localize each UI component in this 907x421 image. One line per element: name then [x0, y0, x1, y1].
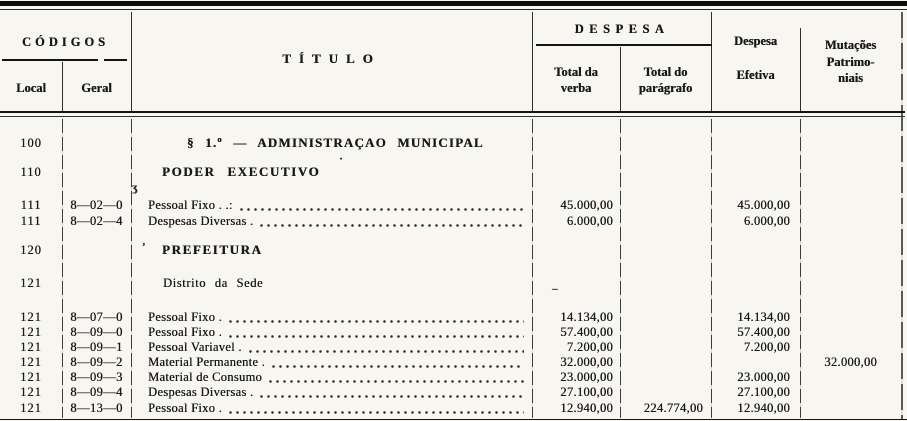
total-verba-line1: Total da	[554, 65, 598, 79]
table-row	[0, 214, 907, 228]
cell-local: 111	[20, 198, 42, 212]
cell-total-paragrafo	[620, 340, 711, 354]
cell-mutacoes	[800, 370, 901, 384]
cell-total-paragrafo	[620, 310, 711, 324]
cell-total-paragrafo	[620, 325, 711, 339]
cell-geral: 8—09—2	[70, 355, 123, 369]
ink-artifact: ·	[339, 153, 343, 165]
cell-geral: 8—02—0	[70, 198, 123, 212]
cell-despesa-efetiva: 23.000,00	[737, 370, 790, 384]
table-row	[0, 276, 907, 290]
cell-titulo	[131, 310, 532, 324]
cell-mutacoes	[800, 214, 901, 228]
cell-total-paragrafo	[620, 214, 711, 228]
cell-titulo	[131, 198, 532, 212]
cell-total-verba: 57.400,00	[560, 325, 613, 339]
cell-mutacoes	[800, 276, 901, 290]
column-header-geral: Geral	[81, 81, 112, 95]
column-header-local: Local	[16, 81, 46, 95]
cell-total-paragrafo	[620, 198, 711, 212]
codigos-underline	[2, 59, 98, 61]
cell-total-paragrafo	[620, 276, 711, 290]
cell-total-verba	[532, 165, 620, 179]
cell-despesa-efetiva: 6.000,00	[743, 214, 790, 228]
dotted-leader	[260, 224, 524, 227]
cell-local: 110	[20, 165, 42, 179]
cell-despesa-efetiva	[711, 136, 800, 150]
cell-local: 121	[20, 325, 42, 339]
dotted-leader	[269, 380, 524, 383]
column-header-mutacoes	[800, 37, 901, 87]
table-row	[0, 243, 907, 257]
cell-titulo	[131, 401, 532, 415]
cell-mutacoes	[800, 401, 901, 415]
cell-total-paragrafo	[620, 165, 711, 179]
cell-despesa-efetiva: 12.940,00	[737, 401, 790, 415]
cell-geral: 8—13—0	[70, 401, 123, 415]
cell-local: 121	[20, 276, 42, 290]
row-title: Pessoal Fixo .	[148, 401, 222, 415]
table-row	[0, 198, 907, 212]
cell-total-verba: 45.000,00	[560, 198, 613, 212]
cell-total-verba: 7.200,00	[566, 340, 613, 354]
cell-geral	[62, 136, 131, 150]
cell-titulo	[131, 214, 532, 228]
dotted-leader	[229, 335, 524, 338]
cell-titulo	[131, 165, 532, 179]
total-paragrafo-line2: parágrafo	[638, 81, 693, 95]
dotted-leader	[229, 411, 524, 414]
ink-artifact: ’	[142, 242, 146, 253]
total-paragrafo-line1: Total do	[643, 65, 688, 79]
cell-mutacoes	[800, 340, 901, 354]
cell-geral: 8—09—3	[70, 370, 123, 384]
table-row	[0, 385, 907, 399]
table-row	[0, 325, 907, 339]
section-heading: § 1.º — ADMINISTRAÇAO MUNICIPAL	[187, 135, 484, 150]
cell-local: 100	[20, 136, 42, 150]
cell-total-paragrafo	[620, 243, 711, 257]
cell-local: 121	[20, 370, 42, 384]
cell-total-paragrafo	[620, 355, 711, 369]
column-header-total-verba	[532, 64, 620, 96]
top-rule-thick	[0, 1, 907, 6]
bottom-rule	[0, 419, 907, 421]
cell-titulo	[131, 325, 532, 339]
cell-total-verba: 14.134,00	[560, 310, 613, 324]
cell-titulo	[131, 355, 532, 369]
cell-mutacoes	[800, 136, 901, 150]
cell-local: 120	[20, 243, 42, 257]
top-rule-thin	[0, 9, 907, 11]
header-separator-rule-1	[0, 111, 905, 113]
cell-titulo	[131, 243, 532, 257]
cell-total-verba	[532, 243, 620, 257]
column-header-despesa: DESPESA	[574, 22, 670, 36]
cell-mutacoes	[800, 310, 901, 324]
row-title: Material de Consumo	[148, 370, 263, 384]
cell-titulo	[131, 136, 532, 150]
table-row	[0, 310, 907, 324]
section-heading: PREFEITURA	[162, 242, 263, 257]
mutacoes-line3: niais	[837, 71, 863, 85]
mutacoes-line1: Mutações	[824, 38, 877, 52]
cell-local: 121	[20, 385, 42, 399]
ink-artifact: ʒ	[132, 180, 138, 194]
cell-despesa-efetiva	[711, 276, 800, 290]
ink-artifact: –	[552, 283, 558, 295]
cell-geral: 8—09—1	[70, 340, 123, 354]
row-title: Pessoal Fixo . .:	[148, 198, 233, 212]
cell-geral: 8—09—0	[70, 325, 123, 339]
cell-total-verba	[532, 136, 620, 150]
despesa-underline	[536, 44, 712, 46]
table-row	[0, 401, 907, 415]
cell-despesa-efetiva: 27.100,00	[737, 385, 790, 399]
table-row	[0, 340, 907, 354]
codigos-underline-dash	[104, 59, 127, 61]
cell-local: 121	[20, 340, 42, 354]
row-title: Pessoal Fixo .	[148, 325, 222, 339]
cell-total-paragrafo	[620, 136, 711, 150]
cell-mutacoes	[800, 325, 901, 339]
row-title: Material Permanente .	[148, 355, 266, 369]
cell-despesa-efetiva	[711, 165, 800, 179]
cell-total-verba: 27.100,00	[560, 385, 613, 399]
cell-mutacoes: 32.000,00	[824, 355, 877, 369]
header-separator-rule-2	[0, 116, 905, 118]
cell-geral	[62, 243, 131, 257]
row-title: Despesas Diversas .	[148, 385, 254, 399]
section-heading: PODER EXECUTIVO	[162, 164, 321, 179]
cell-titulo	[131, 276, 532, 290]
cell-mutacoes	[800, 165, 901, 179]
cell-local: 121	[20, 355, 42, 369]
cell-despesa-efetiva: 57.400,00	[737, 325, 790, 339]
cell-total-verba: 12.940,00	[560, 401, 613, 415]
cell-geral	[62, 165, 131, 179]
column-header-codigos: CÓDIGOS	[21, 35, 110, 49]
row-title: Pessoal Variavel .	[148, 340, 242, 354]
cell-geral	[62, 276, 131, 290]
cell-mutacoes	[800, 243, 901, 257]
total-verba-line2: verba	[560, 81, 592, 95]
cell-total-verba: 32.000,00	[560, 355, 613, 369]
cell-total-paragrafo	[620, 385, 711, 399]
cell-total-verba: 23.000,00	[560, 370, 613, 384]
cell-local: 121	[20, 401, 42, 415]
dotted-leader	[249, 350, 524, 353]
cell-titulo	[131, 385, 532, 399]
cell-geral: 8—07—0	[70, 310, 123, 324]
cell-despesa-efetiva: 14.134,00	[737, 310, 790, 324]
column-header-total-paragrafo	[620, 64, 711, 96]
cell-despesa-efetiva: 45.000,00	[737, 198, 790, 212]
cell-total-verba: 6.000,00	[566, 214, 613, 228]
section-heading: Distrito da Sede	[163, 276, 264, 290]
cell-mutacoes	[800, 385, 901, 399]
column-header-despesa-efetiva-1: Despesa	[733, 34, 778, 48]
table-row	[0, 165, 907, 179]
row-title: Despesas Diversas .	[148, 214, 254, 228]
table-row	[0, 355, 907, 369]
table-row	[0, 136, 907, 150]
cell-local: 121	[20, 310, 42, 324]
dotted-leader	[240, 208, 524, 211]
cell-total-paragrafo: 224.774,00	[643, 401, 703, 415]
cell-despesa-efetiva	[711, 355, 800, 369]
mutacoes-line2: Patrimo-	[826, 54, 875, 69]
cell-despesa-efetiva: 7.200,00	[743, 340, 790, 354]
cell-total-verba	[532, 276, 620, 290]
cell-total-paragrafo	[620, 370, 711, 384]
dotted-leader	[260, 395, 524, 398]
cell-titulo	[131, 340, 532, 354]
cell-geral: 8—09—4	[70, 385, 123, 399]
cell-local: 111	[20, 214, 42, 228]
column-header-despesa-efetiva-2: Efetiva	[736, 68, 775, 82]
column-header-titulo: TÍTULO	[282, 51, 381, 66]
table-row	[0, 370, 907, 384]
dotted-leader	[272, 365, 524, 368]
cell-geral: 8—02—4	[70, 214, 123, 228]
row-title: Pessoal Fixo .	[148, 310, 222, 324]
cell-mutacoes	[800, 198, 901, 212]
cell-titulo	[131, 370, 532, 384]
dotted-leader	[229, 320, 524, 323]
cell-despesa-efetiva	[711, 243, 800, 257]
